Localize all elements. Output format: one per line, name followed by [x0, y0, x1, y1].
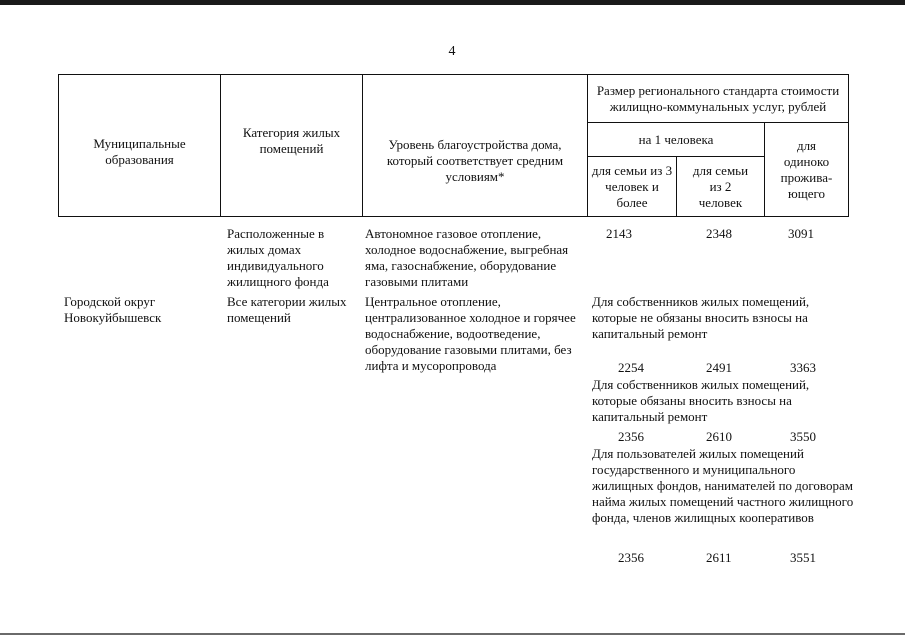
row1-value-single: 3091 — [788, 226, 814, 241]
group3-value-family3: 2356 — [618, 550, 644, 565]
header-family3: для семьи из 3 человек и более — [588, 157, 677, 217]
group2-label: Для собственников жилых помещений, которые обязаны вносить взносы на капитальный ремонт — [592, 377, 810, 424]
group3-label: Для пользователей жилых помещений государственного и муниципального жилищных фондов, нанимателей по договорам найма жилых помещений частного жилищного фонда, членов жилищных кооперативов — [592, 446, 854, 525]
group1-value-family3: 2254 — [618, 360, 644, 375]
header-per-person: на 1 человека — [588, 123, 765, 157]
header-single: для одиноко прожива-ющего — [765, 123, 849, 217]
group3-value-single: 3551 — [790, 550, 816, 565]
header-family2: для семьи из 2 человек — [677, 157, 765, 217]
row2-category: Все категории жилых помещений — [227, 294, 347, 325]
header-level: Уровень благоустройства дома, который соответствует средним условиям* — [363, 75, 588, 217]
row1-category: Расположенные в жилых домах индивидуального жилищного фонда — [227, 226, 329, 289]
row2-municipality: Городской округ Новокуйбышевск — [64, 294, 162, 325]
top-border-rule — [0, 0, 905, 5]
row1-value-family2: 2348 — [706, 226, 732, 241]
header-category: Категория жилых помещений — [221, 75, 363, 217]
row1-level: Автономное газовое отопление, холодное водоснабжение, выгребная яма, газоснабжение, оборудование газовыми плитами — [365, 226, 569, 289]
group1-value-family2: 2491 — [706, 360, 732, 375]
group3-value-family2: 2611 — [706, 550, 732, 565]
group1-value-single: 3363 — [790, 360, 816, 375]
group2-value-single: 3550 — [790, 429, 816, 444]
header-municipality: Муниципальные образования — [59, 75, 221, 217]
group1-label: Для собственников жилых помещений, которые не обязаны вносить взносы на капитальный ремонт — [592, 294, 810, 341]
row1-value-family3: 2143 — [606, 226, 632, 241]
group2-value-family2: 2610 — [706, 429, 732, 444]
header-table — [58, 74, 849, 217]
row2-level: Центральное отопление, централизованное холодное и горячее водоснабжение, водоотведение, оборудование газовыми плитами, без лифта и мусоропровода — [365, 294, 576, 373]
bottom-border-rule — [0, 633, 905, 635]
group2-value-family3: 2356 — [618, 429, 644, 444]
header-standard: Размер регионального стандарта стоимости жилищно-коммунальных услуг, рублей — [588, 75, 849, 123]
page-number: 4 — [448, 44, 456, 59]
